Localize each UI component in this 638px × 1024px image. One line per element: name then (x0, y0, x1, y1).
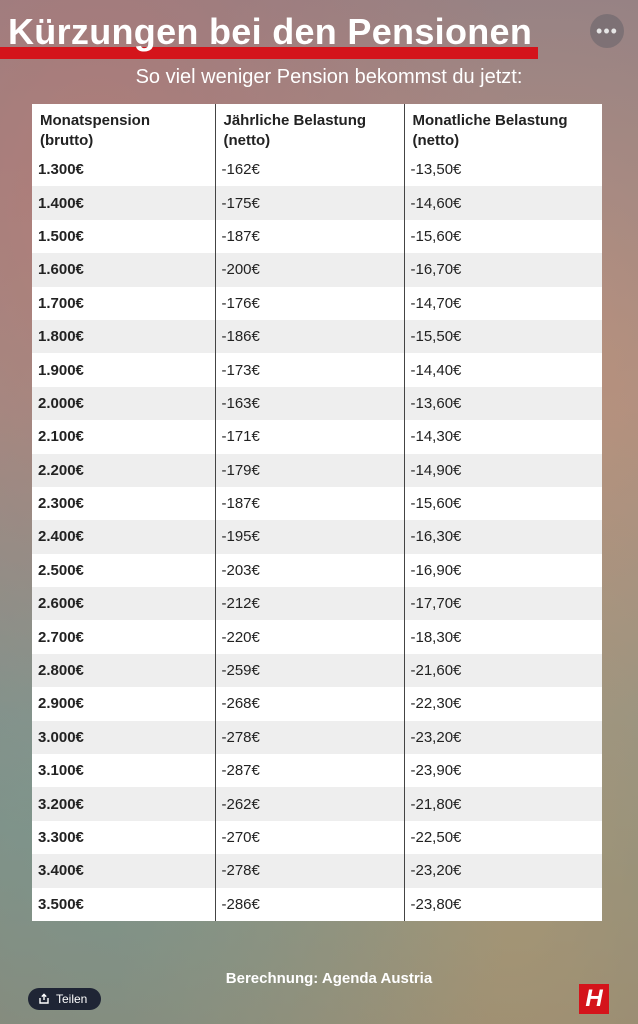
cell-monatliche-belastung: -14,30€ (404, 420, 602, 453)
cell-jaehrliche-belastung: -173€ (215, 353, 404, 386)
cell-monatliche-belastung: -16,90€ (404, 554, 602, 587)
table-row (32, 687, 602, 720)
more-dots-icon: ••• (596, 21, 618, 41)
share-label: Teilen (56, 992, 88, 1006)
cell-monatliche-belastung: -23,80€ (404, 888, 602, 921)
cell-jaehrliche-belastung: -186€ (215, 320, 404, 353)
cell-monatspension: 2.100€ (32, 420, 215, 453)
cell-monatliche-belastung: -13,60€ (404, 387, 602, 420)
cell-monatspension: 3.000€ (32, 721, 215, 754)
table-row (32, 387, 602, 420)
cell-monatliche-belastung: -16,70€ (404, 253, 602, 286)
table-row (32, 320, 602, 353)
cell-jaehrliche-belastung: -262€ (215, 787, 404, 820)
cell-jaehrliche-belastung: -187€ (215, 220, 404, 253)
table-row (32, 821, 602, 854)
heute-logo[interactable]: H (579, 984, 609, 1014)
cell-jaehrliche-belastung: -187€ (215, 487, 404, 520)
share-icon (38, 993, 50, 1005)
cell-monatliche-belastung: -21,80€ (404, 787, 602, 820)
cell-monatspension: 1.600€ (32, 253, 215, 286)
cell-monatspension: 2.800€ (32, 654, 215, 687)
cell-monatspension: 2.500€ (32, 554, 215, 587)
cell-jaehrliche-belastung: -203€ (215, 554, 404, 587)
header-monatliche-belastung: Monatliche Belastung (netto) (404, 104, 602, 153)
cell-monatliche-belastung: -14,70€ (404, 287, 602, 320)
pension-table (32, 104, 602, 921)
cell-monatspension: 2.600€ (32, 587, 215, 620)
source-note: Berechnung: Agenda Austria (225, 970, 433, 987)
table-header-row (32, 104, 602, 153)
cell-monatspension: 2.200€ (32, 454, 215, 487)
cell-monatspension: 1.900€ (32, 353, 215, 386)
cell-monatspension: 1.800€ (32, 320, 215, 353)
more-options-button[interactable] (590, 14, 624, 48)
table-row (32, 487, 602, 520)
cell-monatliche-belastung: -16,30€ (404, 520, 602, 553)
table-row (32, 754, 602, 787)
cell-jaehrliche-belastung: -176€ (215, 287, 404, 320)
cell-monatliche-belastung: -22,50€ (404, 821, 602, 854)
table-row (32, 454, 602, 487)
cell-jaehrliche-belastung: -287€ (215, 754, 404, 787)
cell-jaehrliche-belastung: -212€ (215, 587, 404, 620)
cell-jaehrliche-belastung: -179€ (215, 454, 404, 487)
cell-jaehrliche-belastung: -200€ (215, 253, 404, 286)
cell-monatspension: 1.300€ (32, 153, 215, 186)
table-row (32, 220, 602, 253)
table-row (32, 153, 602, 186)
cell-monatliche-belastung: -17,70€ (404, 587, 602, 620)
cell-jaehrliche-belastung: -268€ (215, 687, 404, 720)
cell-jaehrliche-belastung: -286€ (215, 888, 404, 921)
cell-jaehrliche-belastung: -163€ (215, 387, 404, 420)
cell-monatspension: 3.500€ (32, 888, 215, 921)
table-row (32, 620, 602, 653)
table-row (32, 854, 602, 887)
cell-jaehrliche-belastung: -175€ (215, 186, 404, 219)
table-row (32, 253, 602, 286)
cell-monatliche-belastung: -15,50€ (404, 320, 602, 353)
cell-monatliche-belastung: -14,90€ (404, 454, 602, 487)
table-row (32, 654, 602, 687)
title-block (0, 10, 532, 54)
page-title: Kürzungen bei den Pensionen (8, 11, 533, 52)
cell-monatspension: 2.300€ (32, 487, 215, 520)
cell-monatliche-belastung: -13,50€ (404, 153, 602, 186)
cell-monatliche-belastung: -22,30€ (404, 687, 602, 720)
table-row (32, 186, 602, 219)
table-row (32, 787, 602, 820)
cell-jaehrliche-belastung: -195€ (215, 520, 404, 553)
cell-monatliche-belastung: -14,60€ (404, 186, 602, 219)
cell-monatliche-belastung: -21,60€ (404, 654, 602, 687)
cell-monatspension: 1.700€ (32, 287, 215, 320)
table-row (32, 587, 602, 620)
table-row (32, 287, 602, 320)
table-row (32, 420, 602, 453)
table-row (32, 888, 602, 921)
cell-monatspension: 1.500€ (32, 220, 215, 253)
cell-jaehrliche-belastung: -270€ (215, 821, 404, 854)
cell-monatspension: 2.400€ (32, 520, 215, 553)
cell-jaehrliche-belastung: -259€ (215, 654, 404, 687)
table-body (32, 153, 602, 921)
cell-jaehrliche-belastung: -220€ (215, 620, 404, 653)
cell-monatliche-belastung: -23,90€ (404, 754, 602, 787)
cell-monatliche-belastung: -14,40€ (404, 353, 602, 386)
cell-monatspension: 3.100€ (32, 754, 215, 787)
cell-monatliche-belastung: -15,60€ (404, 220, 602, 253)
header-monatspension: Monatspension (brutto) (32, 104, 215, 153)
table-row (32, 554, 602, 587)
cell-monatliche-belastung: -23,20€ (404, 854, 602, 887)
cell-jaehrliche-belastung: -278€ (215, 854, 404, 887)
cell-monatspension: 3.200€ (32, 787, 215, 820)
cell-monatspension: 1.400€ (32, 186, 215, 219)
header-jaehrliche-belastung: Jährliche Belastung (netto) (215, 104, 404, 153)
cell-jaehrliche-belastung: -278€ (215, 721, 404, 754)
cell-monatspension: 2.900€ (32, 687, 215, 720)
cell-monatspension: 3.400€ (32, 854, 215, 887)
cell-monatspension: 2.000€ (32, 387, 215, 420)
cell-monatliche-belastung: -15,60€ (404, 487, 602, 520)
cell-monatliche-belastung: -23,20€ (404, 721, 602, 754)
table-row (32, 721, 602, 754)
table-row (32, 520, 602, 553)
cell-monatliche-belastung: -18,30€ (404, 620, 602, 653)
cell-jaehrliche-belastung: -162€ (215, 153, 404, 186)
subtitle: So viel weniger Pension bekommst du jetzt: (135, 66, 523, 88)
cell-monatspension: 2.700€ (32, 620, 215, 653)
cell-monatspension: 3.300€ (32, 821, 215, 854)
cell-jaehrliche-belastung: -171€ (215, 420, 404, 453)
share-button[interactable] (28, 988, 101, 1010)
table-row (32, 353, 602, 386)
